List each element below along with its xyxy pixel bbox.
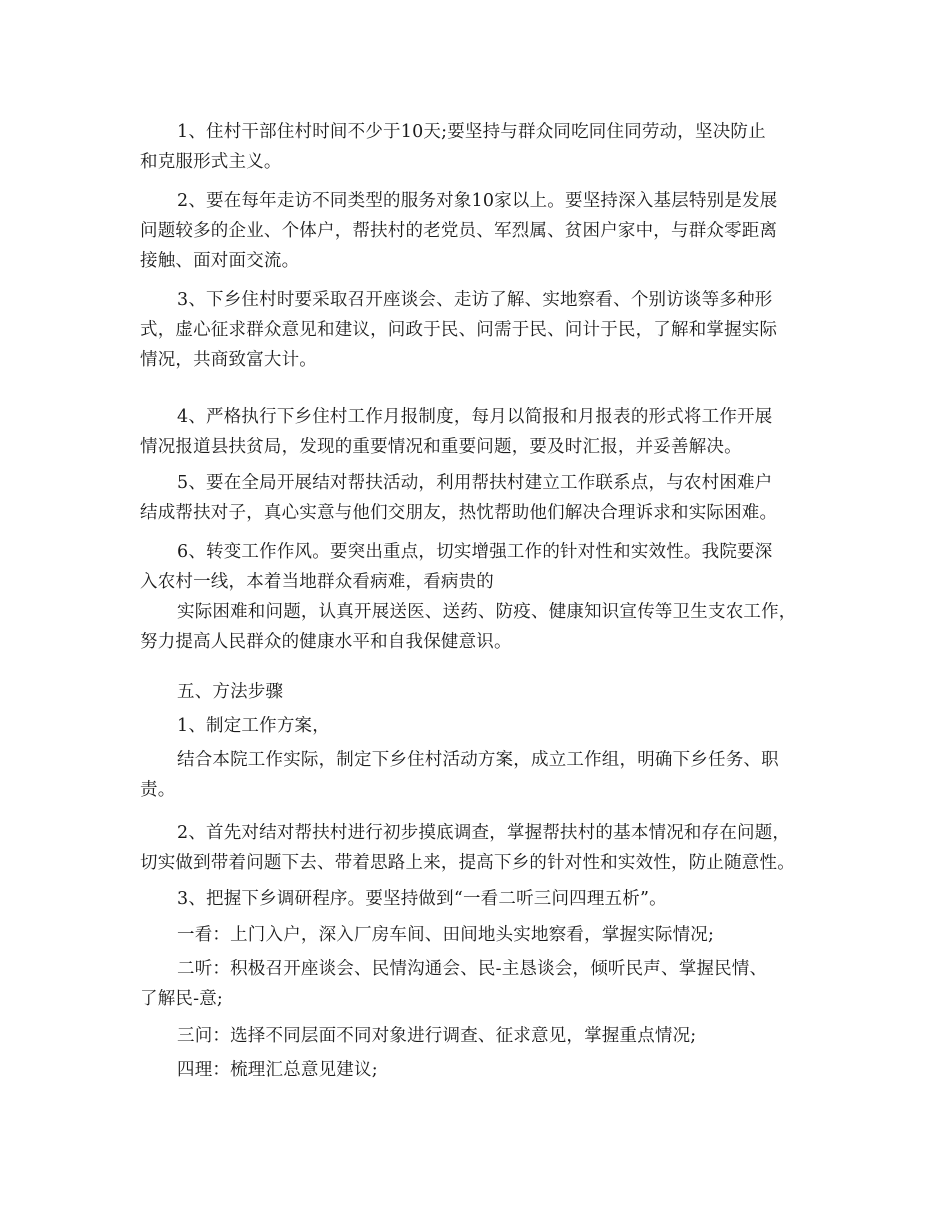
text-line: 情况，共商致富大计。 [140,350,317,370]
step-3-item-ask [140,1021,820,1051]
text-line: 实际困难和问题，认真开展送医、送药、防疫、健康知识宣传等卫生支农工作， [177,602,797,622]
text-line: 二听：积极召开座谈会、民情沟通会、民-主恳谈会，倾听民声、掌握民情、 [177,959,768,979]
text-line: 式，虚心征求群众意见和建议，问政于民、问需于民、问计于民，了解和掌握实际 [140,320,778,340]
paragraph-5 [140,468,820,528]
text-line: 入农村一线，本着当地群众看病难，看病贵的 [140,572,494,592]
text-line: 5、要在全局开展结对帮扶活动，利用帮扶村建立工作联系点，与农村困难户 [177,473,773,493]
step-3-item-look [140,920,820,950]
text-line: 1、住村干部住村时间不少于10天;要坚持与群众同吃同住同劳动，坚决防止 [177,122,766,142]
paragraph-2 [140,186,820,276]
text-line: 6、转变工作作风。要突出重点，切实增强工作的针对性和实效性。我院要深 [177,542,773,562]
step-1-title [140,711,820,741]
text-line: 4、严格执行下乡住村工作月报制度，每月以简报和月报表的形式将工作开展 [177,407,773,427]
step-3-item-listen [140,954,820,1014]
paragraph-6 [140,537,820,657]
paragraph-4 [140,402,820,462]
text-line: 情况报道县扶贫局，发现的重要情况和重要问题，要及时汇报，并妥善解决。 [140,437,742,457]
step-3-item-sort [140,1055,820,1085]
text-line: 1、制定工作方案， [177,716,330,736]
step-2 [140,818,820,878]
text-line: 责。 [140,780,176,800]
text-line: 3、下乡住村时要采取召开座谈会、走访了解、实地察看、个别访谈等多种形 [177,290,773,310]
text-line: 2、首先对结对帮扶村进行初步摸底调查，掌握帮扶村的基本情况和存在问题， [177,823,791,843]
text-line: 切实做到带着问题下去、带着思路上来，提高下乡的针对性和实效性，防止随意性。 [140,853,795,873]
heading-text: 五、方法步骤 [177,682,284,702]
paragraph-1 [140,117,820,177]
text-line: 努力提高人民群众的健康水平和自我保健意识。 [140,632,512,652]
text-line: 结合本院工作实际，制定下乡住村活动方案，成立工作组，明确下乡任务、职 [177,750,779,770]
text-line: 2、要在每年走访不同类型的服务对象10家以上。要坚持深入基层特别是发展 [177,191,778,211]
text-line: 问题较多的企业、个体户，帮扶村的老党员、军烈属、贫困户家中，与群众零距离 [140,221,778,241]
text-line: 3、把握下乡调研程序。要坚持做到“一看二听三问四理五析”。 [177,889,667,909]
text-line: 三问：选择不同层面不同对象进行调查、征求意见，掌握重点情况; [177,1026,697,1046]
text-line: 一看：上门入户，深入厂房车间、田间地头实地察看，掌握实际情况; [177,925,715,945]
text-line: 结成帮扶对子，真心实意与他们交朋友，热忱帮助他们解决合理诉求和实际困难。 [140,503,778,523]
text-line: 接触、面对面交流。 [140,251,300,271]
paragraph-3 [140,285,820,375]
section-heading [140,677,820,707]
text-line: 了解民-意; [140,989,224,1009]
text-line: 和克服形式主义。 [140,152,282,172]
step-1-body [140,745,820,805]
step-3 [140,884,820,914]
text-line: 四理：梳理汇总意见建议; [177,1060,378,1080]
